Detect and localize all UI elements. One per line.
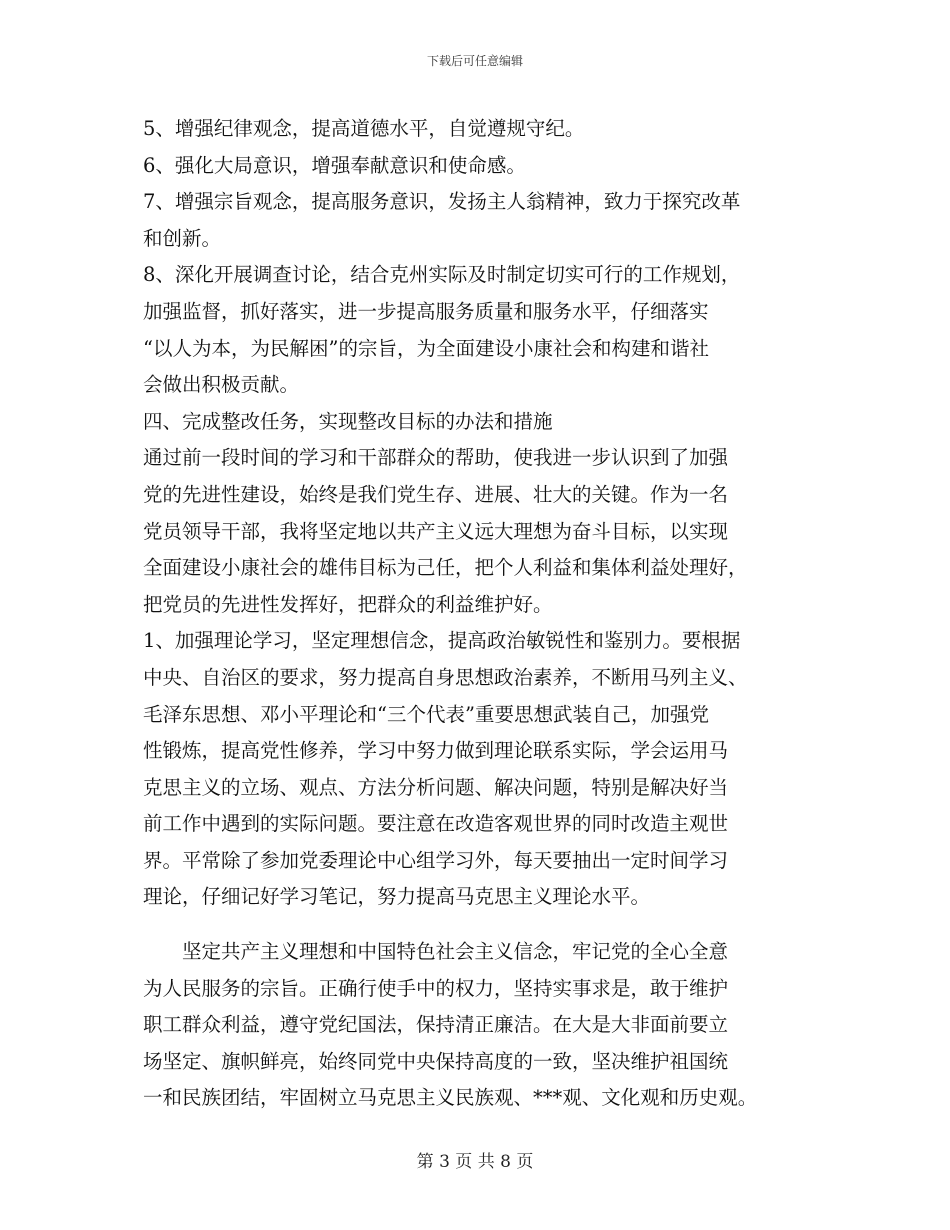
text-line: 1、加强理论学习，坚定理想信念，提高政治敏锐性和鉴别力。要根据 bbox=[143, 629, 741, 653]
text-line: 界。平常除了参加党委理论中心组学习外，每天要抽出一定时间学习 bbox=[143, 848, 729, 872]
text-line: 中央、自治区的要求，努力提高自身思想政治素养，不断用马列主义、 bbox=[143, 665, 748, 689]
text-line: 克思主义的立场、观点、方法分析问题、解决问题，特别是解决好当 bbox=[143, 775, 729, 799]
text-line: 一和民族团结，牢固树立马克思主义民族观、***观、文化观和历史观。 bbox=[143, 1086, 758, 1110]
text-line: 前工作中遇到的实际问题。要注意在改造客观世界的同时改造主观世 bbox=[143, 812, 729, 836]
text-line: “以人为本，为民解困”的宗旨，为全面建设小康社会和构建和谐社 bbox=[143, 336, 709, 360]
text-line: 会做出积极贡献。 bbox=[143, 373, 300, 397]
text-line: 性锻炼，提高党性修养，学习中努力做到理论联系实际，学会运用马 bbox=[143, 739, 729, 763]
page-footer: 第 3 页 共 8 页 bbox=[416, 1152, 534, 1172]
text-line: 毛泽东思想、邓小平理论和“三个代表”重要思想武装自己，加强党 bbox=[143, 702, 709, 726]
text-line: 坚定共产主义理想和中国特色社会主义信念，牢记党的全心全意 bbox=[182, 940, 729, 964]
text-line: 7、增强宗旨观念，提高服务意识，发扬主人翁精神，致力于探究改革 bbox=[143, 190, 741, 214]
text-line: 5、增强纪律观念，提高道德水平，自觉遵规守纪。 bbox=[143, 117, 585, 140]
text-line: 职工群众利益，遵守党纪国法，保持清正廉洁。在大是大非面前要立 bbox=[143, 1013, 729, 1037]
text-line: 加强监督，抓好落实，进一步提高服务质量和服务水平，仔细落实 bbox=[143, 299, 709, 323]
text-line: 场坚定、旗帜鲜亮，始终同党中央保持高度的一致，坚决维护祖国统 bbox=[143, 1049, 729, 1073]
page-header: 下载后可任意编辑 bbox=[426, 54, 523, 68]
text-line: 6、强化大局意识，增强奉献意识和使命感。 bbox=[143, 153, 526, 177]
text-line: 把党员的先进性发挥好，把群众的利益维护好。 bbox=[143, 592, 553, 616]
text-line: 为人民服务的宗旨。正确行使手中的权力，坚持实事求是，敢于维护 bbox=[143, 976, 729, 1000]
text-line: 全面建设小康社会的雄伟目标为己任，把个人利益和集体利益处理好， bbox=[143, 556, 748, 580]
text-line: 8、深化开展调查讨论，结合克州实际及时制定切实可行的工作规划， bbox=[143, 263, 741, 287]
paragraph-gap bbox=[143, 916, 843, 934]
section-heading: 四、完成整改任务，实现整改目标的办法和措施 bbox=[143, 409, 553, 433]
text-line: 通过前一段时间的学习和干部群众的帮助，使我进一步认识到了加强 bbox=[143, 446, 729, 470]
text-line: 党员领导干部，我将坚定地以共产主义远大理想为奋斗目标，以实现 bbox=[143, 519, 729, 543]
text-line: 和创新。 bbox=[143, 226, 222, 250]
text-line: 党的先进性建设，始终是我们党生存、进展、壮大的关键。作为一名 bbox=[143, 482, 729, 506]
document-body bbox=[143, 111, 843, 1117]
text-line: 理论，仔细记好学习笔记，努力提高马克思主义理论水平。 bbox=[143, 885, 651, 909]
